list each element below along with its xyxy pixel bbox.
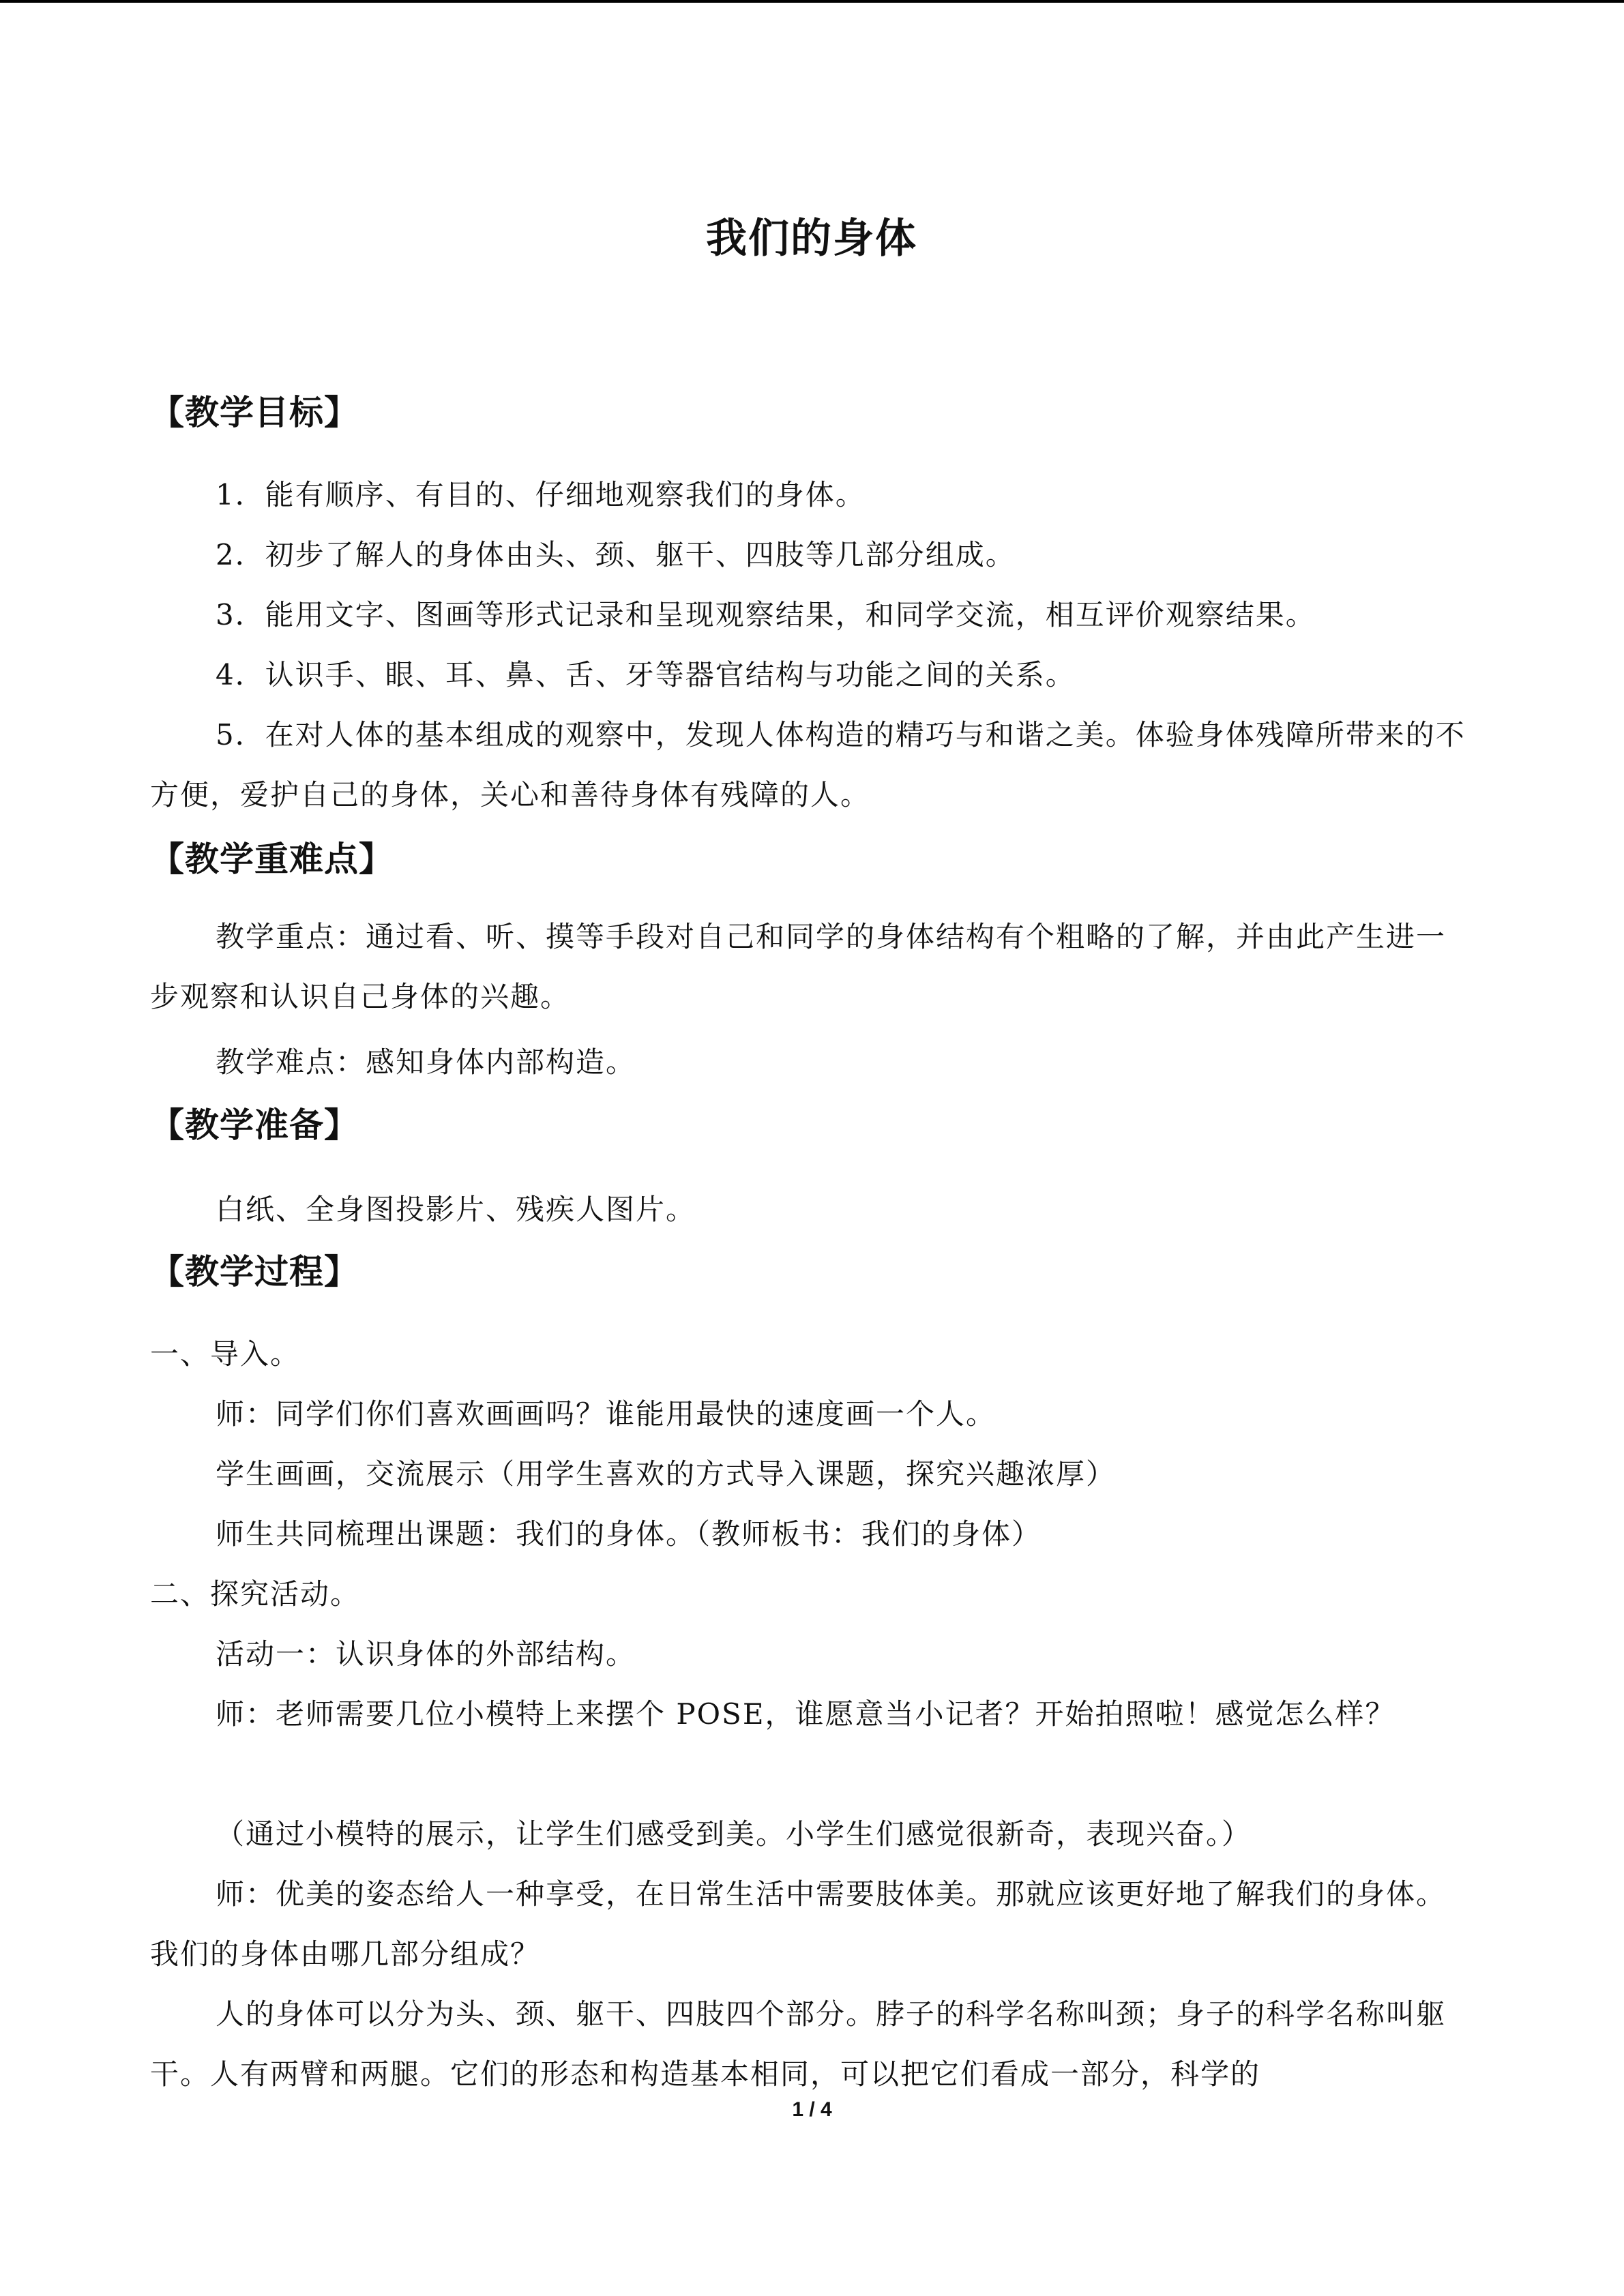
process-paragraph-1: 师：同学们你们喜欢画画吗？谁能用最快的速度画一个人。 bbox=[216, 1397, 996, 1431]
part1-title: 一、导入。 bbox=[150, 1337, 301, 1371]
goals-heading: 【教学目标】 bbox=[150, 393, 359, 432]
process-paragraph-6: 师：优美的姿态给人一种享受，在日常生活中需要肢体美。那就应该更好地了解我们的身体。我们的身体由哪几部分组成？ bbox=[150, 1877, 1447, 1971]
part2-title: 二、探究活动。 bbox=[150, 1577, 361, 1611]
process-paragraph-2: 学生画画，交流展示（用学生喜欢的方式导入课题，探究兴趣浓厚） bbox=[216, 1457, 1117, 1491]
process-heading: 【教学过程】 bbox=[150, 1252, 359, 1292]
preparation-heading: 【教学准备】 bbox=[150, 1105, 359, 1145]
document-title: 我们的身体 bbox=[706, 215, 917, 263]
top-border-line bbox=[0, 0, 1624, 3]
goal-item-1: 1．能有顺序、有目的、仔细地观察我们的身体。 bbox=[216, 478, 866, 511]
process-paragraph-3: 师生共同梳理出课题：我们的身体。（教师板书：我们的身体） bbox=[216, 1517, 1042, 1551]
goal-item-5: 5．在对人体的基本组成的观察中，发现人体构造的精巧与和谐之美。体验身体残障所带来的不方便，爱护自己的身体，关心和善待身体有残障的人。 bbox=[150, 718, 1466, 811]
activity-1-title: 活动一：认识身体的外部结构。 bbox=[216, 1637, 636, 1671]
goal-item-3: 3．能用文字、图画等形式记录和呈现观察结果，和同学交流，相互评价观察结果。 bbox=[216, 598, 1316, 631]
teaching-focus: 教学重点：通过看、听、摸等手段对自己和同学的身体结构有个粗略的了解，并由此产生进一步观察和认识自己身体的兴趣。 bbox=[150, 920, 1447, 1013]
preparation-text: 白纸、全身图投影片、残疾人图片。 bbox=[216, 1193, 696, 1226]
goal-item-4: 4．认识手、眼、耳、鼻、舌、牙等器官结构与功能之间的关系。 bbox=[216, 658, 1076, 691]
goal-item-2: 2．初步了解人的身体由头、颈、躯干、四肢等几部分组成。 bbox=[216, 538, 1016, 571]
teaching-difficulty: 教学难点：感知身体内部构造。 bbox=[216, 1045, 636, 1079]
key-points-heading: 【教学重难点】 bbox=[150, 839, 394, 879]
page-number: 1 / 4 bbox=[792, 2098, 832, 2121]
process-paragraph-4: 师：老师需要几位小模特上来摆个 POSE，谁愿意当小记者？开始拍照啦！感觉怎么样？ bbox=[216, 1697, 1396, 1731]
process-paragraph-5: （通过小模特的展示，让学生们感受到美。小学生们感觉很新奇，表现兴奋。） bbox=[216, 1817, 1252, 1851]
process-paragraph-7: 人的身体可以分为头、颈、躯干、四肢四个部分。脖子的科学名称叫颈；身子的科学名称叫躯干。人有两臂和两腿。它们的形态和构造基本相同，可以把它们看成一部分，科学的 bbox=[150, 1997, 1447, 2091]
